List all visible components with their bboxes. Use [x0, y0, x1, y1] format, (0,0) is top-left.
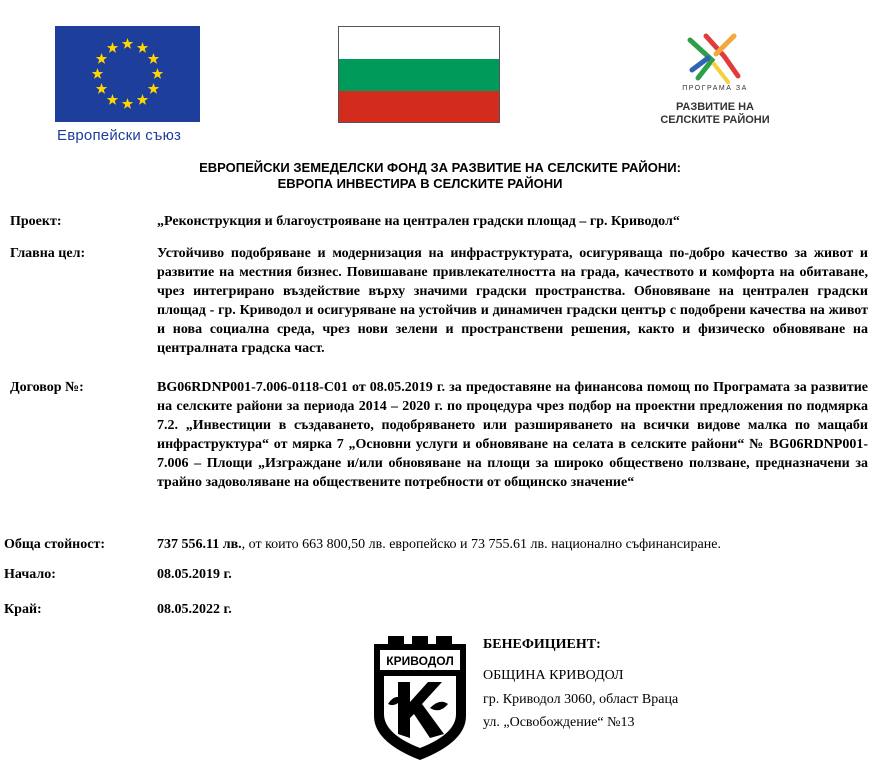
- total-amount: 737 556.11 лв.: [157, 537, 242, 552]
- rdp-line1: РАЗВИТИЕ НА: [676, 101, 754, 113]
- contract-label: Договор №:: [10, 380, 84, 395]
- heading-line1: ЕВРОПЕЙСКИ ЗЕМЕДЕЛСКИ ФОНД ЗА РАЗВИТИЕ НА СЕЛСКИТЕ РАЙОНИ:: [199, 160, 681, 175]
- krivodol-crest: [370, 634, 470, 762]
- goal-value: Устойчиво подобряване и модернизация на инфраструктурата, осигуряваща по-добро качество за живот и развитие на местния бизнес. Повишаване привлекателността на града, качеството и комфорта на обитаване, чрез интегрирано въздействие върху значими градски пространства. Обновяване на централен градски площад - гр. Криводол и осигуряване на устойчив и динамичен градски център с подобрени качества на живот и нова социална среда, чрез нови зелени и пространствени решения, както и физическо обновяване на централната градска част.: [157, 246, 868, 356]
- crest-text: КРИВОДОЛ: [386, 654, 454, 668]
- eu-logo: [55, 26, 200, 148]
- end-value: 08.05.2022 г.: [157, 602, 232, 617]
- project-label: Проект:: [10, 214, 62, 229]
- eu-caption: Европейски съюз: [57, 127, 182, 144]
- total-breakdown: , от които 663 800,50 лв. европейско и 73 755.61 лв. национално съфинансиране.: [241, 537, 721, 552]
- beneficiary-title: БЕНЕФИЦИЕНТ:: [483, 637, 601, 652]
- bulgarian-flag: [338, 26, 500, 123]
- contract-value: BG06RDNP001-7.006-0118-C01 от 08.05.2019 г. за предоставяне на финансова помощ по Програмата за развитие на селските райони за периода 2014 – 2020 г. по процедура чрез подбор на проектни предложения по подмярка 7.2. „Инвестиции в създаването, подобряването или разширяването на всички видове малка по мащаби инфраструктура“ от мярка 7 „Основни услуги и обновяване на селата в селските райони“ № BG06RDNP001-7.006 – Площи „Изграждане и/или обновяване на площи за широко обществено ползване, предназначени за трайно задоволяване на обществените потребности от общинско значение“: [157, 380, 868, 490]
- total-value: [157, 535, 868, 554]
- project-value: „Реконструкция и благоустрояване на централен градски площад – гр. Криводол“: [157, 214, 680, 229]
- rdp-line2: СЕЛСКИТЕ РАЙОНИ: [660, 114, 770, 126]
- heading-line2: ЕВРОПА ИНВЕСТИРА В СЕЛСКИТЕ РАЙОНИ: [277, 176, 563, 191]
- beneficiary-name: ОБЩИНА КРИВОДОЛ: [483, 668, 624, 683]
- start-label: Начало:: [4, 567, 56, 582]
- crest-icon: [370, 634, 470, 762]
- start-value: 08.05.2019 г.: [157, 567, 232, 582]
- eu-flag-icon: [55, 26, 200, 122]
- total-label: Обща стойност:: [4, 537, 106, 552]
- rdp-mark-icon: [684, 30, 746, 84]
- beneficiary-address: гр. Криводол 3060, област Враца: [483, 692, 679, 707]
- rural-development-logo: [650, 30, 780, 130]
- rdp-small-text: ПРОГРАМА ЗА: [682, 85, 748, 92]
- goal-label: Главна цел:: [10, 246, 86, 261]
- beneficiary-street: ул. „Освобождение“ №13: [483, 715, 635, 730]
- end-label: Край:: [4, 602, 42, 617]
